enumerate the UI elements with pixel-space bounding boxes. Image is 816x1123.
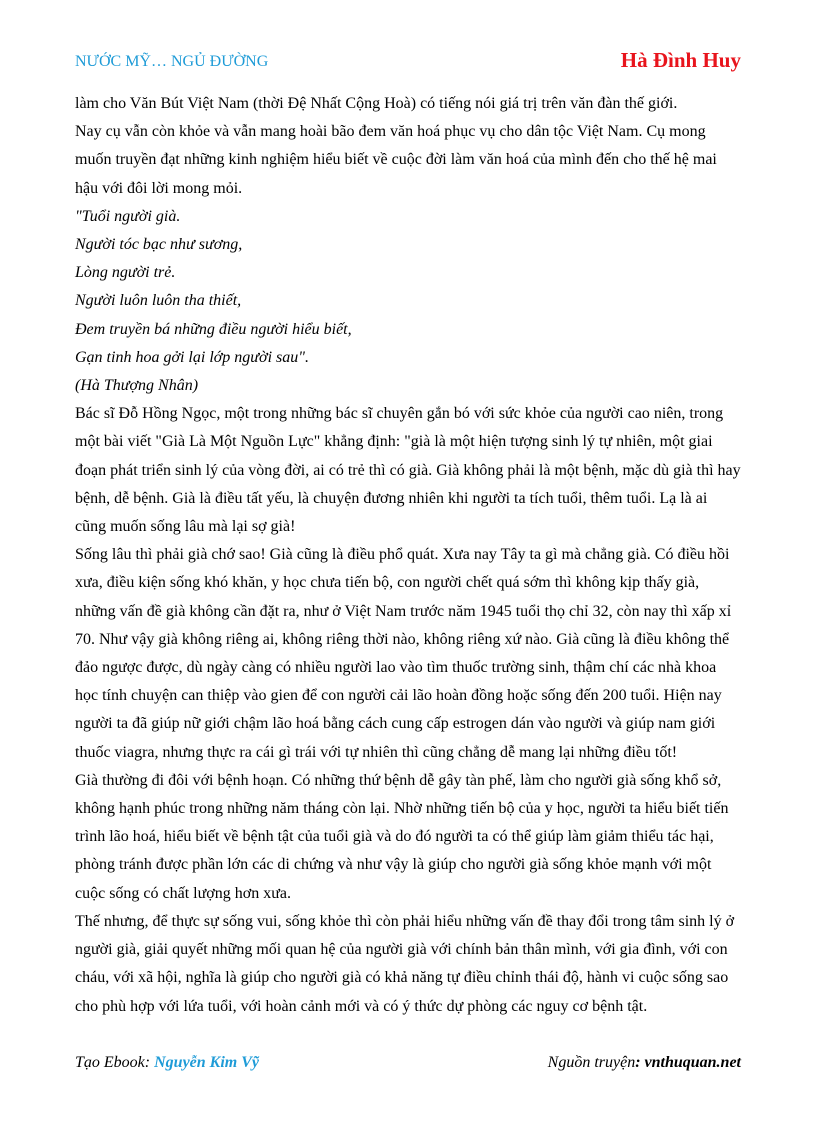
poem-line: "Tuổi người già.: [75, 207, 181, 225]
poem-attribution: (Hà Thượng Nhân): [75, 377, 199, 395]
paragraph: Thế nhưng, để thực sự sống vui, sống khỏe thì còn phải hiểu những vấn đề thay đổi trong tâm sinh lý ở người già, giải quyết những mối quan hệ của người già với chính bản thân mình, với gia đình, với con cháu, với xã hội, nghĩa là giúp cho người già có khả năng tự điều chỉnh thái độ, hành vi cuộc sống sao cho phù hợp với lứa tuổi, với hoàn cảnh mới và có ý thức dự phòng các nguy cơ bệnh tật.: [75, 912, 735, 1015]
paragraph: Sống lâu thì phải già chớ sao! Già cũng là điều phổ quát. Xưa nay Tây ta gì mà chẳng già. Có điều hồi xưa, điều kiện sống khó khăn, y học chưa tiến bộ, con người chết quá sớm thì không kịp thấy già, những vấn đề già không cần đặt ra, như ở Việt Nam trước năm 1945 tuổi thọ chỉ 32, còn nay thì xấp xỉ 70. Như vậy già không riêng ai, không riêng thời nào, không riêng xứ nào. Già cũng là điều không thể đảo ngược được, dù ngày càng có nhiều người lao vào tìm thuốc trường sinh, thậm chí các nhà khoa học tính chuyện can thiệp vào gien để con người cải lão hoàn đồng hoặc sống đến 200 tuổi. Hiện nay người ta đã giúp nữ giới chậm lão hoá bằng cách cung cấp estrogen dán vào người và giúp nam giới thuốc viagra, nhưng thực ra cái gì trái với tự nhiên thì cũng chẳng dễ mang lại những điều tốt!: [75, 546, 732, 761]
ebook-credit: [75, 1054, 259, 1072]
source-label: Nguồn truyện: [547, 1054, 636, 1071]
source-separator: :: [635, 1054, 645, 1071]
ebook-creator: Nguyễn Kim Vỹ: [154, 1054, 259, 1071]
poem-line: Người luôn luôn tha thiết,: [75, 292, 242, 310]
paragraph: Già thường đi đôi với bệnh hoạn. Có những thứ bệnh dễ gây tàn phế, làm cho người già sống khổ sở, không hạnh phúc trong những năm tháng còn lại. Nhờ những tiến bộ của y học, người ta hiểu biết tiến trình lão hoá, hiểu biết về bệnh tật của tuổi già và do đó người ta có thể giúp làm giảm thiểu tác hại, phòng tránh được phần lớn các di chứng và như vậy là giúp cho người già sống khỏe mạnh với một cuộc sống có chất lượng hơn xưa.: [75, 771, 729, 902]
poem-line: Gạn tinh hoa gởi lại lớp người sau".: [75, 348, 309, 366]
ebook-label: Tạo Ebook: [75, 1054, 145, 1071]
source-credit: [548, 1054, 741, 1072]
paragraph: làm cho Văn Bút Việt Nam (thời Đệ Nhất Cộng Hoà) có tiếng nói giá trị trên văn đàn thế giới.: [75, 95, 678, 112]
page-body: [75, 90, 742, 1021]
paragraph: Nay cụ vẫn còn khỏe và vẫn mang hoài bão đem văn hoá phục vụ cho dân tộc Việt Nam. Cụ mong muốn truyền đạt những kinh nghiệm hiểu biết về cuộc đời làm văn hoá của mình đến cho thế hệ mai hậu với đôi lời mong mỏi.: [75, 123, 717, 197]
ebook-separator: :: [144, 1054, 155, 1071]
poem-line: Người tóc bạc như sương,: [75, 236, 243, 254]
poem-line: Lòng người trẻ.: [75, 264, 176, 282]
author-name: Hà Đình Huy: [620, 48, 741, 72]
book-title: NƯỚC MỸ… NGỦ ĐƯỜNG: [75, 53, 269, 70]
page-header: [75, 48, 741, 78]
poem-line: Đem truyền bá những điều người hiểu biết,: [75, 320, 352, 338]
paragraph: Bác sĩ Đỗ Hồng Ngọc, một trong những bác sĩ chuyên gắn bó với sức khỏe của người cao niên, trong một bài viết "Già Là Một Nguồn Lực" khẳng định: "già là một hiện tượng sinh lý tự nhiên, một giai đoạn phát triển sinh lý của vòng đời, ai có trẻ thì có già. Già không phải là một bệnh, mặc dù già thì hay bệnh, dễ bệnh. Già là điều tất yếu, là chuyện đương nhiên khi người ta tích tuổi, thêm tuổi. Lạ là ai cũng muốn sống lâu mà lại sợ già!: [75, 405, 741, 536]
source-site: vnthuquan.net: [644, 1054, 741, 1071]
page-footer: [75, 1054, 741, 1078]
